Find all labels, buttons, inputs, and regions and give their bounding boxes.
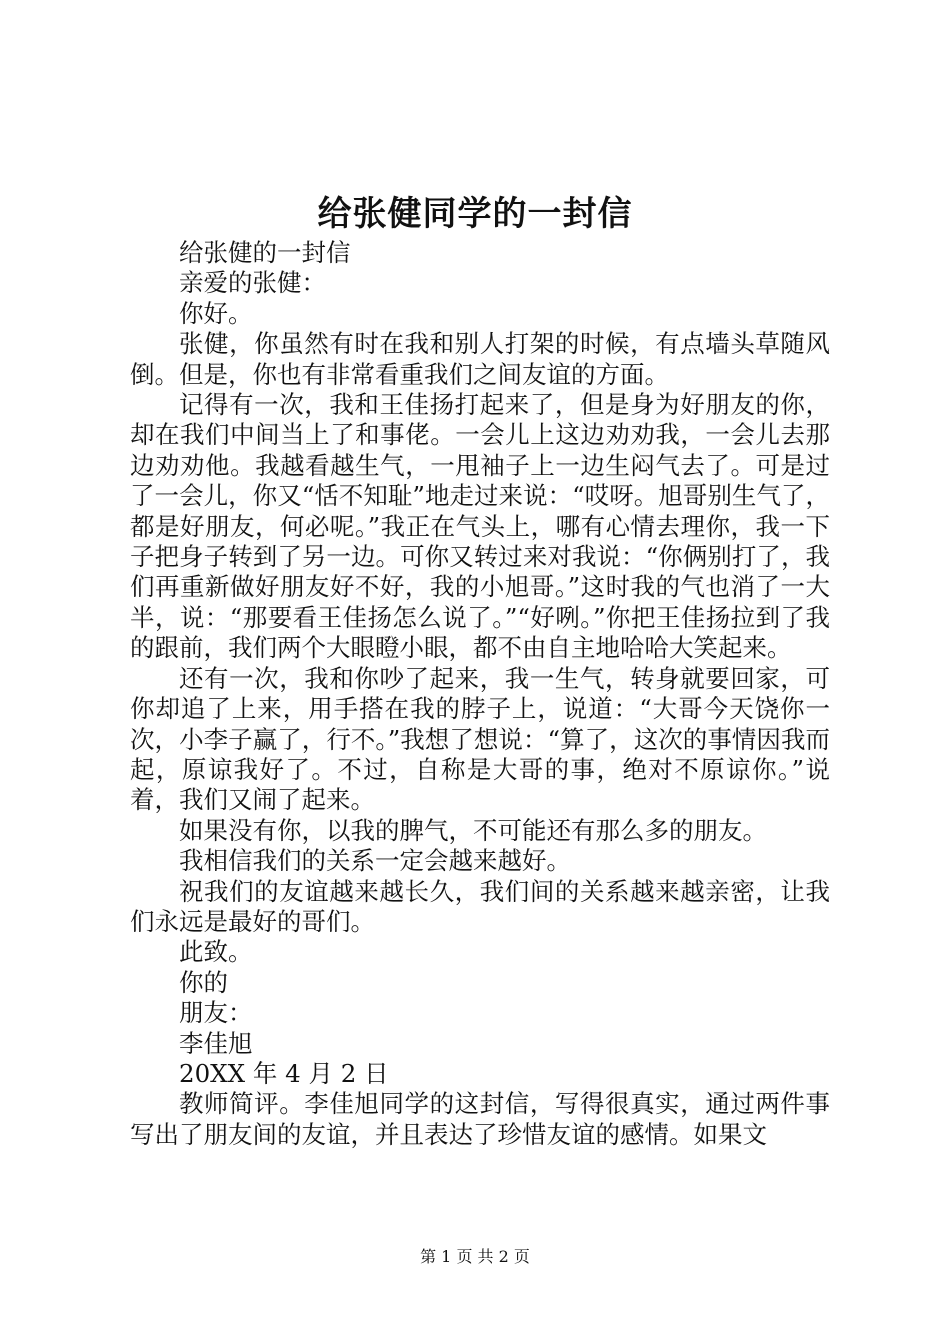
paragraph: 如果没有你，以我的脾气，不可能还有那么多的朋友。	[179, 815, 767, 845]
paragraph: 张健，你虽然有时在我和别人打架的时候，有点墙头草随风倒。但是，你也有非常看重我们之间友谊的方面。	[130, 329, 830, 389]
paragraph: 亲爱的张健：	[179, 268, 326, 298]
paragraph: 还有一次，我和你吵了起来，我一生气，转身就要回家，可你却追了上来，用手搭在我的脖子上，说道：“大哥今天饶你一次，小李子赢了，行不。”我想了想说：“算了，这次的事情因我而起，原谅我好了。不过，自称是大哥的事，绝对不原谅你。”说着，我们又闹了起来。	[130, 663, 830, 815]
page-footer: 第 1 页 共 2 页	[420, 1247, 530, 1266]
paragraph: 李佳旭	[179, 1028, 253, 1058]
document-title: 给张健同学的一封信	[317, 194, 633, 234]
paragraph: 此致。	[179, 937, 253, 967]
paragraph: 你的	[179, 967, 228, 997]
paragraph: 朋友：	[179, 998, 253, 1028]
paragraph: 给张健的一封信	[179, 238, 351, 267]
paragraph: 祝我们的友谊越来越长久，我们间的关系越来越亲密，让我们永远是最好的哥们。	[130, 876, 830, 936]
document-body	[130, 238, 830, 1150]
paragraph: 你好。	[179, 298, 253, 328]
paragraph: 记得有一次，我和王佳扬打起来了，但是身为好朋友的你，却在我们中间当上了和事佬。一会儿上这边劝劝我，一会儿去那边劝劝他。我越看越生气，一甩袖子上一边生闷气去了。可是过了一会儿，你又“恬不知耻”地走过来说：“哎呀。旭哥别生气了，都是好朋友，何必呢。”我正在气头上，哪有心情去理你，我一下子把身子转到了另一边。可你又转过来对我说：“你俩别打了，我们再重新做好朋友好不好，我的小旭哥。”这时我的气也消了一大半，说：“那要看王佳扬怎么说了。”“好咧。”你把王佳扬拉到了我的跟前，我们两个大眼瞪小眼，都不由自主地哈哈大笑起来。	[130, 390, 830, 663]
paragraph: 20XX 年 4 月 2 日	[179, 1058, 389, 1088]
paragraph: 我相信我们的关系一定会越来越好。	[179, 846, 571, 876]
paragraph: 教师简评。李佳旭同学的这封信，写得很真实，通过两件事写出了朋友间的友谊，并且表达了珍惜友谊的感情。如果文	[130, 1089, 830, 1149]
